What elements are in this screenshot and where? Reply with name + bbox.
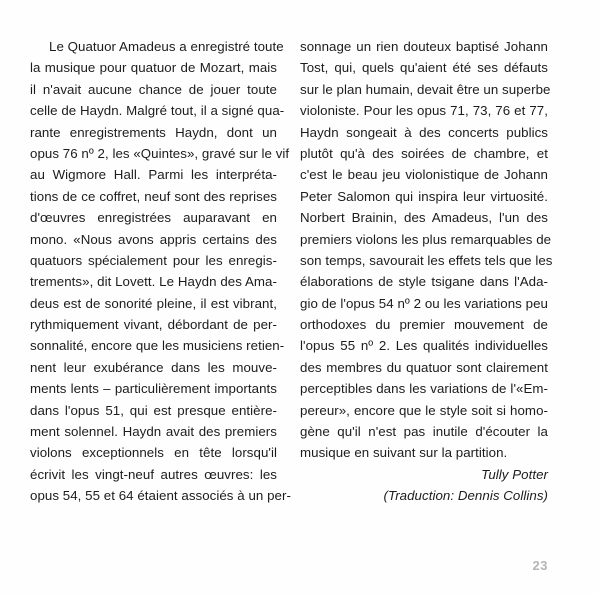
text-line: Norbert Brainin, des Amadeus, l'un des: [300, 210, 548, 226]
text-line: Peter Salomon qui inspira leur virtuosité.: [300, 188, 548, 204]
text-line: ments lents – particulièrement importants: [30, 381, 277, 397]
text-line: gène qu'il n'est pas inutile d'écouter la: [300, 424, 548, 440]
text-line: rythmiquement vivant, débordant de per-: [30, 317, 277, 333]
left-text-column: [30, 36, 291, 507]
text-line: musique en suivant sur la partition.: [300, 445, 508, 461]
text-line: trements», dit Lovett. Le Haydn des Ama-: [30, 274, 277, 290]
text-line: sur le plan humain, devait être un superbe: [300, 81, 551, 97]
text-line: rante enregistrements Haydn, dont un: [30, 124, 277, 140]
text-line: son temps, savourait les effets tels que les: [300, 252, 553, 268]
text-line: sonnage un rien douteux baptisé Johann: [300, 39, 548, 54]
text-line: violoniste. Pour les opus 71, 73, 76 et 77,: [300, 103, 548, 119]
page-number: 23: [532, 558, 548, 573]
author-credit: Tully Potter: [481, 466, 548, 482]
translation-credit: (Traduction: Dennis Collins): [383, 488, 548, 504]
text-line: élaborations de style tsigane dans l'Ada-: [300, 274, 548, 290]
text-line: Haydn songeait à des concerts publics: [300, 124, 548, 140]
text-line: plutôt qu'à des soirées de chambre, et: [300, 145, 548, 161]
text-line: écrivit les vingt-neuf autres œuvres: les: [30, 466, 277, 482]
text-line: gio de l'opus 54 nº 2 ou les variations peu: [300, 295, 548, 311]
text-line: il n'avait aucune chance de jouer toute: [30, 81, 277, 97]
text-line: Le Quatuor Amadeus a enregistré toute: [49, 39, 284, 54]
text-line: pereur», encore que le style soit si homo-: [300, 402, 548, 418]
text-line: quatuors spécialement pour les enregis-: [30, 252, 277, 268]
text-line: ment solennel. Haydn avait des premiers: [30, 424, 277, 440]
text-line: tions de ce coffret, neuf sont des reprises: [30, 188, 277, 204]
text-line: au Wigmore Hall. Parmi les interpréta-: [30, 167, 277, 183]
text-line: opus 54, 55 et 64 étaient associés à un per-: [30, 488, 291, 504]
text-line: mono. «Nous avons appris certains des: [30, 231, 277, 247]
text-line: c'est le beau jeu violonistique de Johann: [300, 167, 548, 183]
text-line: perceptibles dans les variations de l'«Em-: [300, 381, 548, 397]
right-text-column: [300, 36, 553, 507]
text-line: l'opus 55 nº 2. Les qualités individuelles: [300, 338, 548, 354]
text-line: nent leur exubérance dans les mouve-: [30, 359, 277, 375]
text-line: des membres du quatuor sont clairement: [300, 359, 548, 375]
text-line: violons exceptionnels en tête lorsqu'il: [30, 445, 277, 461]
text-line: opus 76 nº 2, les «Quintes», gravé sur le vif: [30, 145, 290, 161]
text-line: premiers violons les plus remarquables de: [300, 231, 552, 247]
text-line: sonnalité, encore que les musiciens retien-: [30, 338, 285, 354]
text-line: dans l'opus 51, qui est presque entière-: [30, 402, 277, 418]
text-line: la musique pour quatuor de Mozart, mais: [30, 60, 277, 76]
text-line: orthodoxes du premier mouvement de: [300, 317, 548, 333]
text-line: d'œuvres enregistrées auparavant en: [30, 210, 277, 226]
text-line: Tost, qui, quels qu'aient été ses défauts: [300, 60, 548, 76]
text-line: celle de Haydn. Malgré tout, il a signé qua-: [30, 103, 285, 119]
text-line: deus est de sonorité pleine, il est vibrant,: [30, 295, 277, 311]
